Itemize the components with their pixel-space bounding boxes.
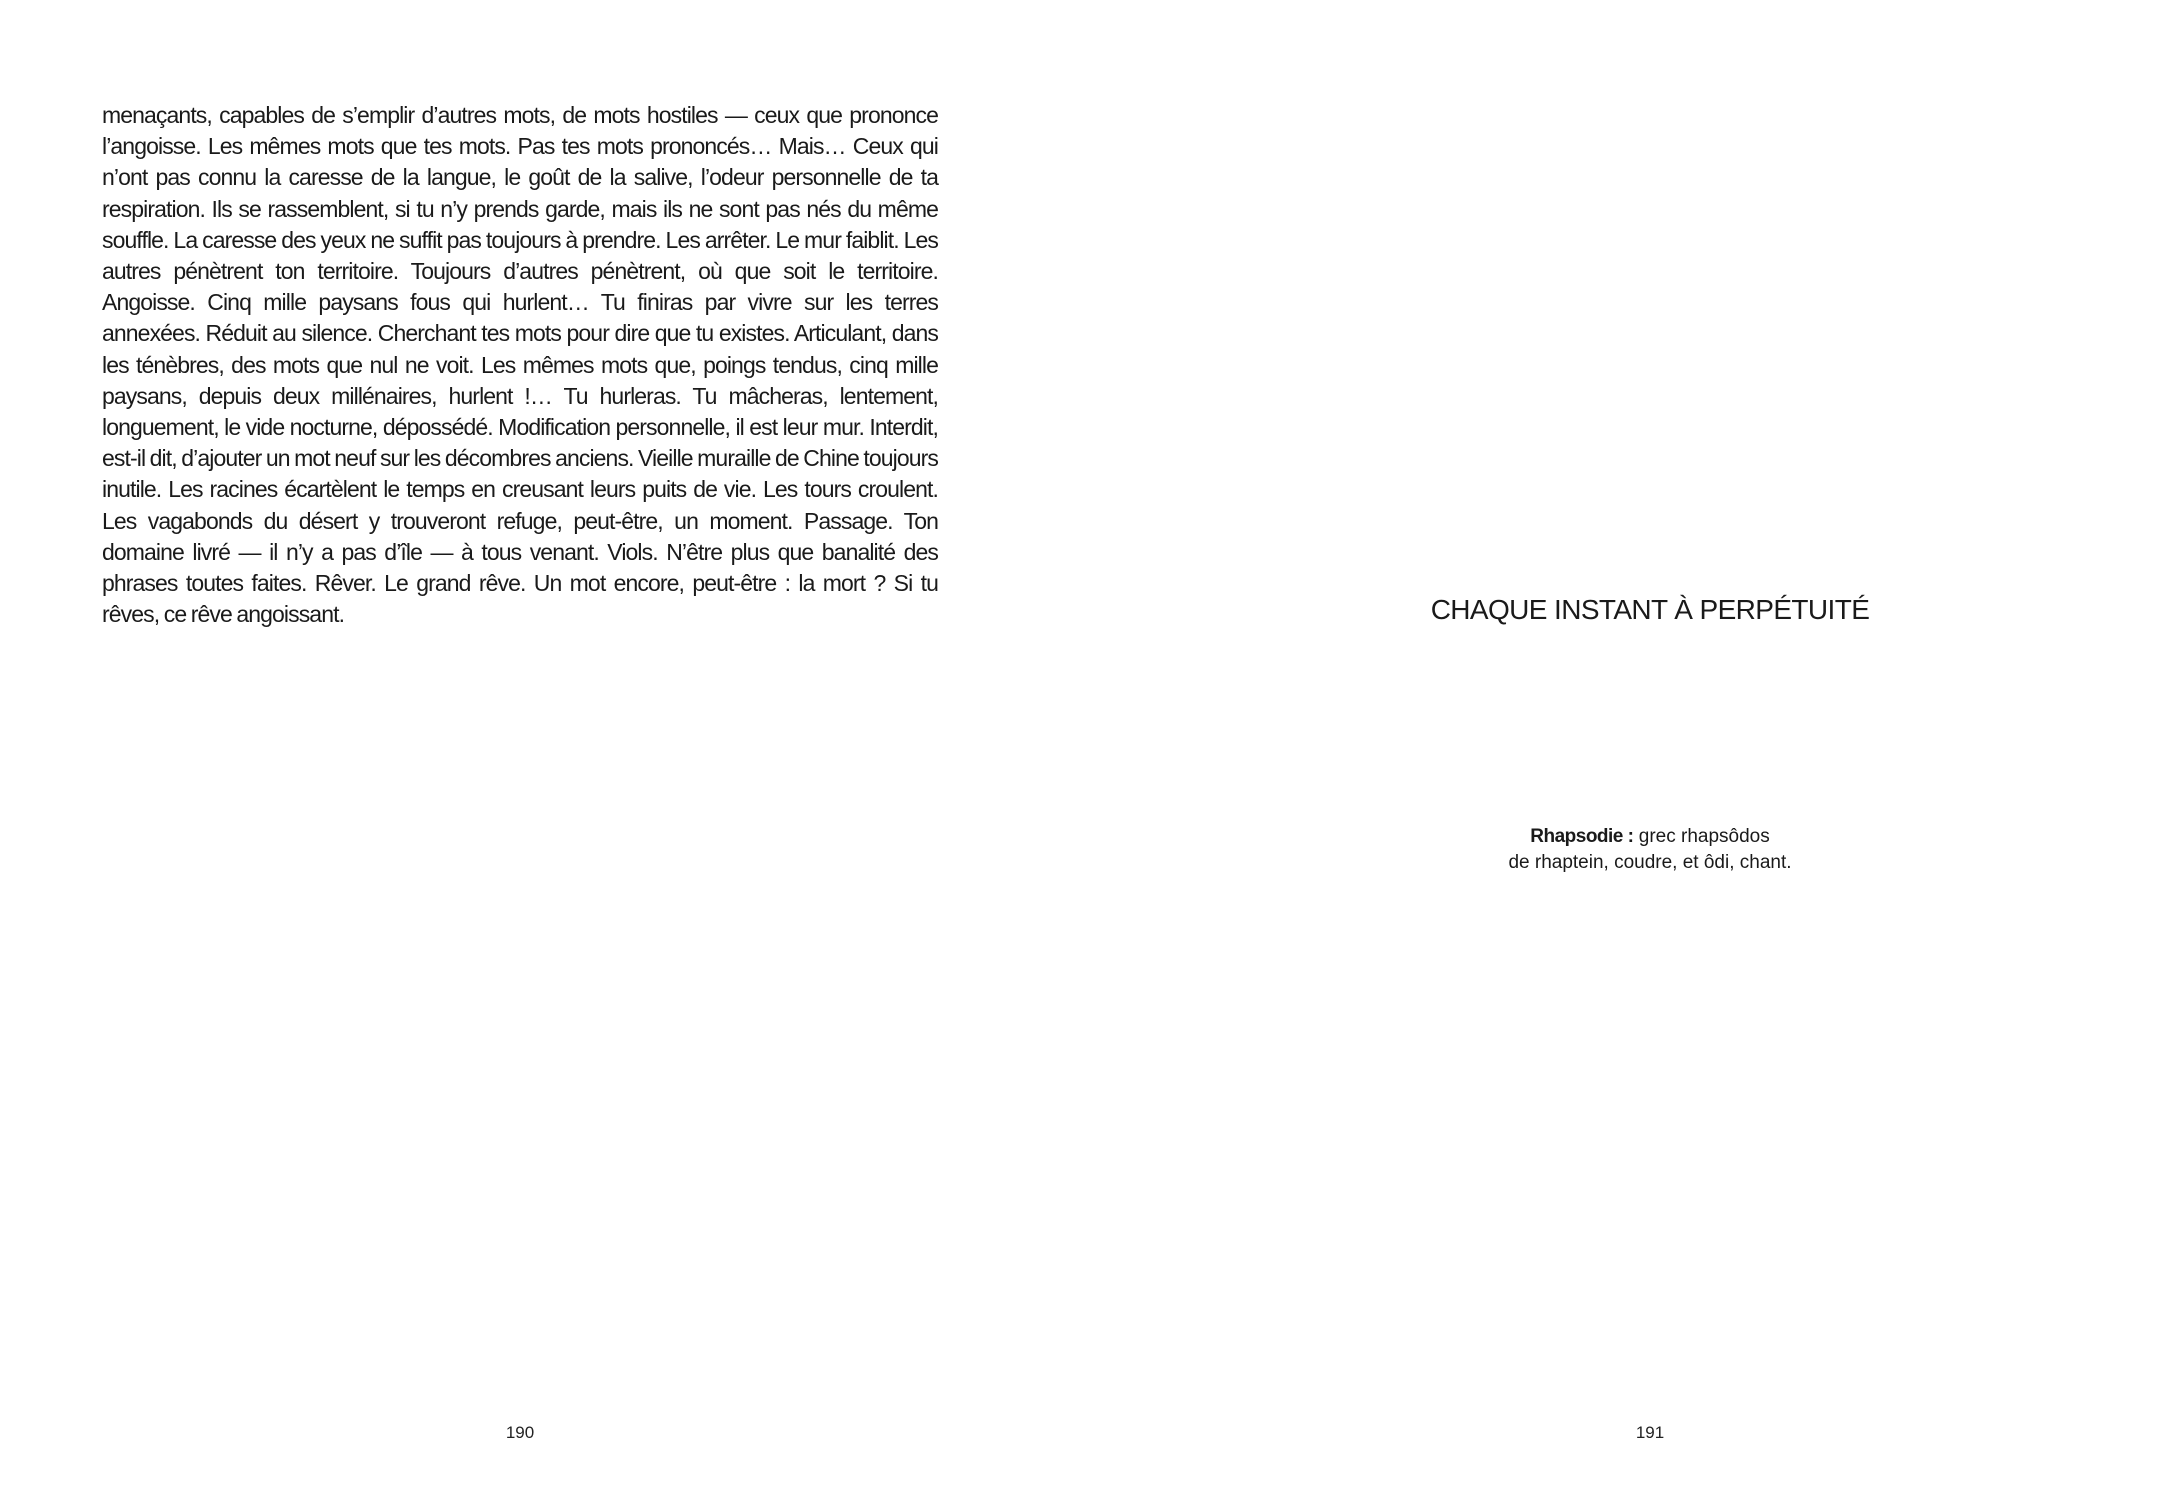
right-page [1085,0,2170,1500]
body-paragraph: menaçants, capables de s’emplir d’autres mots, de mots hostiles — ceux que prononce l’angoisse. Les mêmes mots que tes mots. Pas tes mots prononcés… Mais… Ceux qui n’ont pas connu la caresse de la langue, le goût de la salive, l’odeur personnelle de ta respiration. Ils se rassemblent, si tu n’y prends garde, mais ils ne sont pas nés du même souffle. La caresse des yeux ne suffit pas toujours à prendre. Les arrêter. Le mur faiblit. Les autres pénètrent ton territoire. Toujours d’autres pénètrent, où que soit le territoire. Angoisse. Cinq mille paysans fous qui hurlent… Tu finiras par vivre sur les terres annexées. Réduit au silence. Cherchant tes mots pour dire que tu existes. Articulant, dans les ténèbres, des mots que nul ne voit. Les mêmes mots que, poings tendus, cinq mille paysans, depuis deux millénaires, hurlent !… Tu hurleras. Tu mâcheras, lentement, longuement, le vide nocturne, dépossédé. Modification personnelle, il est leur mur. Interdit, est-il dit, d’ajouter un mot neuf sur les décombres anciens. Vieille muraille de Chine toujours inutile. Les racines écartèlent le temps en creusant leurs puits de vie. Les tours croulent. Les vagabonds du désert y trouveront refuge, peut-être, un moment. Passage. Ton domaine livré — il n’y a pas d’île — à tous venant. Viols. N’être plus que banalité des phrases toutes faites. Rêver. Le grand rêve. Un mot encore, peut-être : la mort ? Si tu rêves, ce rêve angoissant. [102,102,938,628]
page-number-right: 191 [1635,1423,1665,1442]
definition-block [1400,824,1900,876]
definition-line-1 [1400,824,1900,850]
chapter-title: CHAQUE INSTANT À PERPÉTUITÉ [1430,594,1870,625]
definition-line-2: de rhaptein, coudre, et ôdi, chant. [1508,852,1792,873]
page-number-left: 190 [505,1423,535,1442]
definition-etymology: grec rhapsôdos [1633,826,1770,847]
definition-term: Rhapsodie : [1530,826,1634,847]
